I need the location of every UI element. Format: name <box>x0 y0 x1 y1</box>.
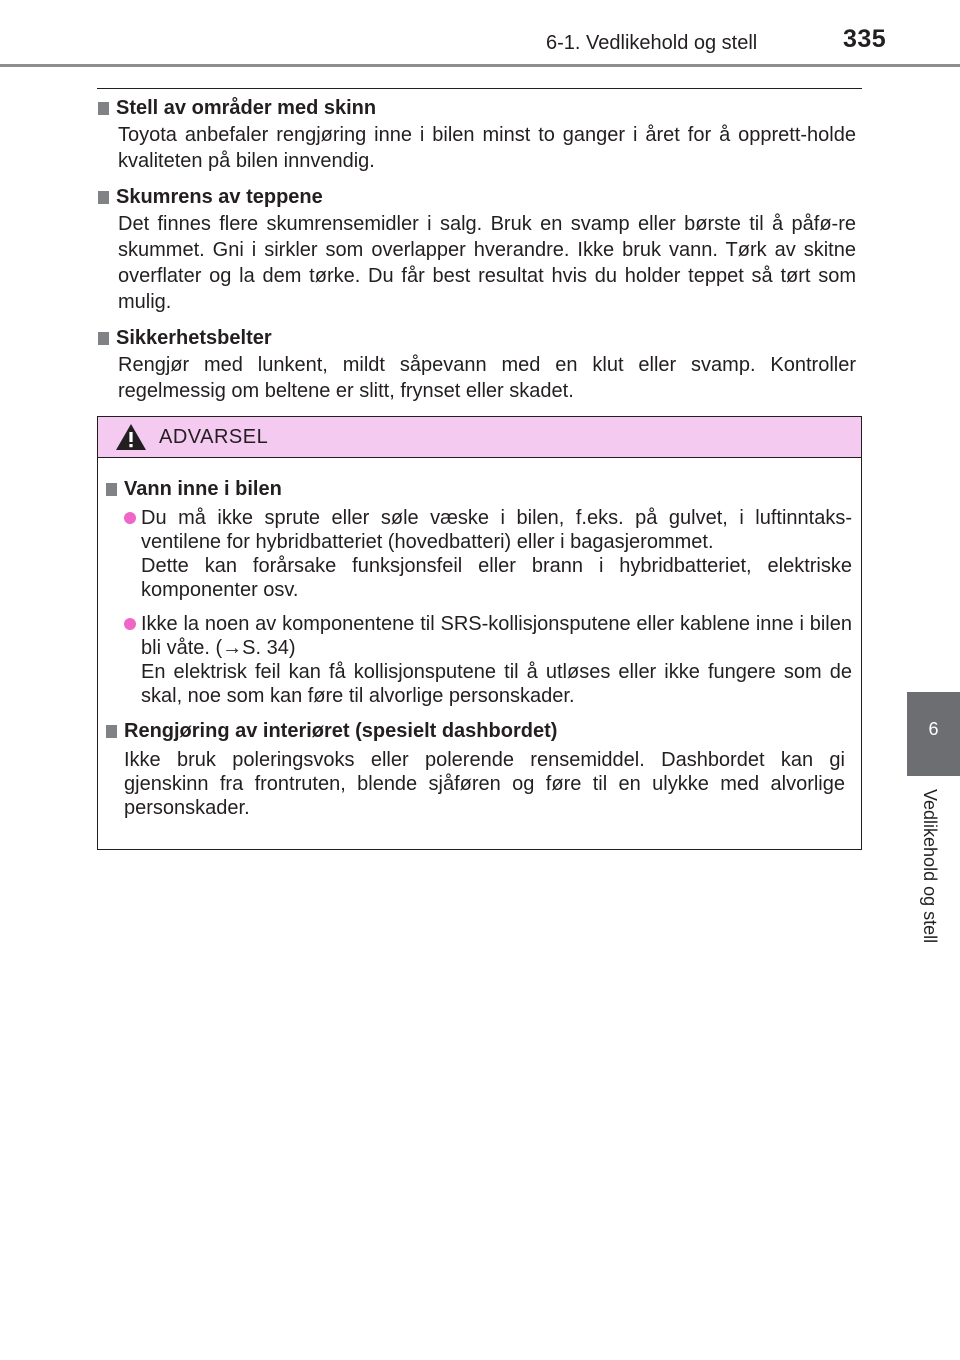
main-content <box>98 95 856 414</box>
content-top-divider <box>97 88 862 89</box>
section-marker-icon <box>98 102 109 115</box>
bullet-dot-icon <box>124 618 136 630</box>
warning-box <box>97 416 862 850</box>
section-paragraph: Toyota anbefaler rengjøring inne i bilen minst to ganger i året for å opprett-holde kvaliteten på bilen innvendig. <box>118 124 856 172</box>
section-heading <box>98 325 856 351</box>
warning-paragraph: Ikke bruk poleringsvoks eller polerende rensemiddel. Dashbordet kan gi gjenskinn fra frontruten, blende sjåføren og føre til en ulykke med alvorlige personskader. <box>124 749 845 819</box>
section-heading-text: Stell av områder med skinn <box>116 97 377 119</box>
section-marker-icon <box>106 483 117 496</box>
bullet-text: Dette kan forårsake funksjonsfeil eller brann i hybridbatteriet, elektriske komponenter osv. <box>141 555 852 601</box>
warning-bullet <box>106 612 852 708</box>
warning-body <box>98 458 861 820</box>
section-heading <box>98 184 856 210</box>
section-heading-text: Skumrens av teppene <box>116 186 323 208</box>
header-section-title: 6-1. Vedlikehold og stell <box>546 32 758 54</box>
section-paragraph: Rengjør med lunkent, mildt såpevann med en klut eller svamp. Kontroller regelmessig om beltene er slitt, frynset eller skadet. <box>118 354 856 402</box>
bullet-dot-icon <box>124 512 136 524</box>
warning-section-heading <box>106 476 852 502</box>
bullet-text: En elektrisk feil kan få kollisjonsputene til å utløses eller ikke fungere som de skal, noe som kan føre til alvorlige personskader. <box>141 661 852 707</box>
warning-bullet <box>106 506 852 602</box>
warning-triangle-icon <box>115 423 147 451</box>
bullet-text: Ikke la noen av komponentene til SRS-kollisjonsputene eller kablene inne i bilen bli våte. (→S. 34) <box>141 613 852 659</box>
section-heading-text: Sikkerhetsbelter <box>116 327 272 349</box>
warning-section-heading-text: Vann inne i bilen <box>124 478 282 500</box>
section-marker-icon <box>106 725 117 738</box>
section-paragraph: Det finnes flere skumrensemidler i salg. Bruk en svamp eller børste til å påfø-re skummet. Gni i sirkler som overlapper hverandre. Ikke bruk vann. Tørk av skitne overflater og la dem tørke. Du får best resultat hvis du holder teppet så tørt som mulig. <box>118 213 856 313</box>
chapter-tab-label: Vedlikehold og stell <box>920 789 940 944</box>
chapter-tab[interactable]: 6 <box>907 692 960 776</box>
bullet-text: Du må ikke sprute eller søle væske i bilen, f.eks. på gulvet, i luftinntaks-ventilene for hybridbatteriet (hovedbatteri) eller i bagasjerommet. <box>141 507 852 553</box>
warning-section-heading-text: Rengjøring av interiøret (spesielt dashbordet) <box>124 720 558 742</box>
page-number: 335 <box>843 25 887 53</box>
warning-title: ADVARSEL <box>159 425 269 448</box>
section-marker-icon <box>98 191 109 204</box>
warning-section-heading <box>106 718 852 744</box>
header-divider <box>0 64 960 67</box>
section-heading <box>98 95 856 121</box>
warning-header <box>98 417 861 458</box>
section-marker-icon <box>98 332 109 345</box>
